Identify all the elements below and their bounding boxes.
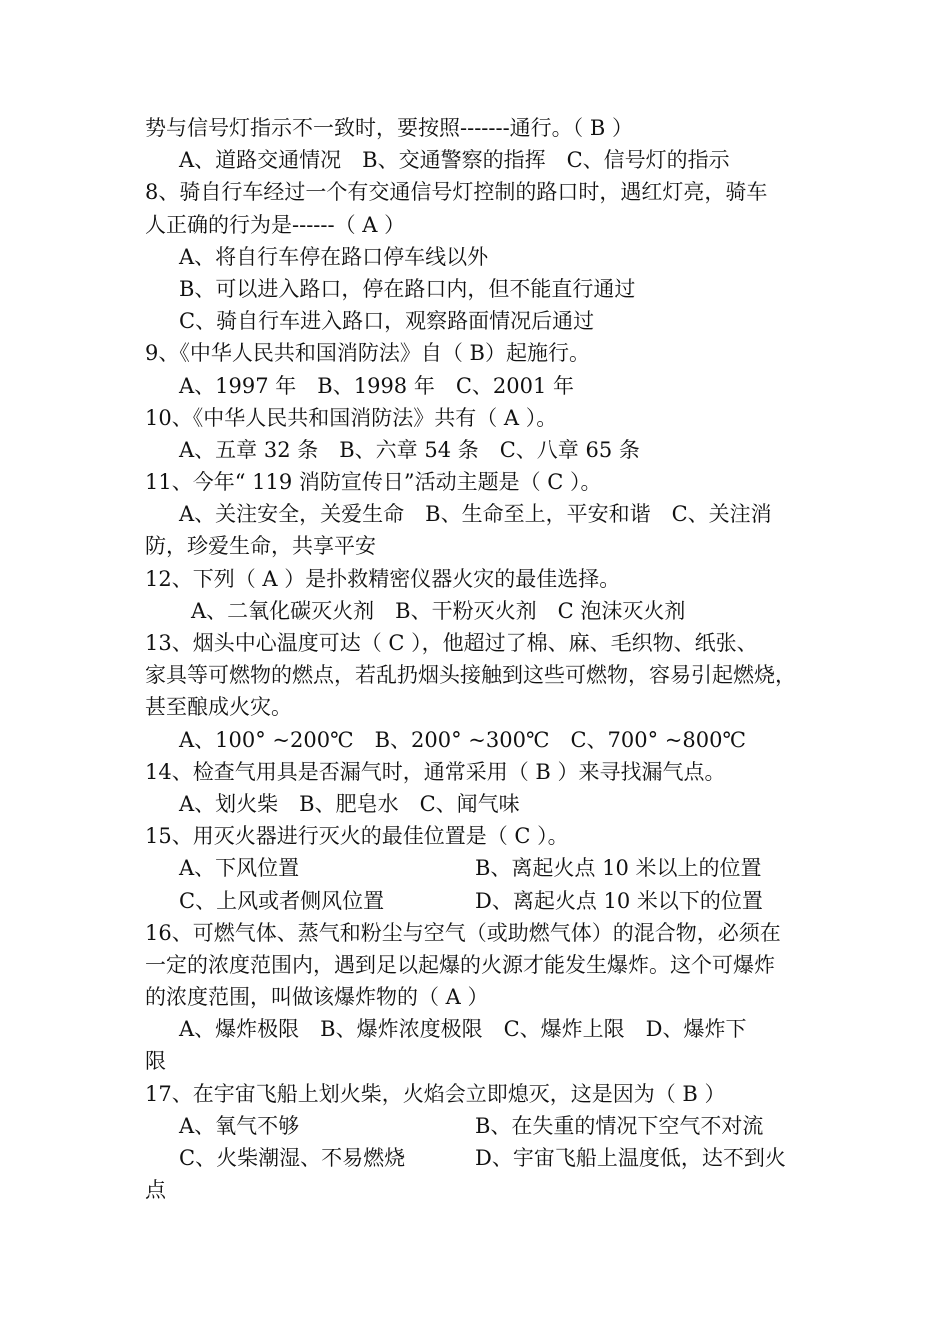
question-line: 甚至酿成火灾。: [145, 695, 292, 720]
option-line: 点: [145, 1178, 166, 1203]
question-line: 13、烟头中心温度可达（ C ），他超过了棉、麻、毛织物、纸张、: [145, 631, 758, 655]
option-b: B、在失重的情况下空气不对流: [475, 1113, 764, 1138]
option-d: D、宇宙飞船上温度低，达不到火: [475, 1146, 786, 1170]
option-line: 限: [145, 1049, 166, 1074]
question-line: 家具等可燃物的燃点，若乱扔烟头接触到这些可燃物，容易引起燃烧，: [145, 663, 796, 688]
option-line: A、关注安全，关爱生命 B、生命至上，平安和谐 C、关注消: [179, 502, 772, 527]
option-row: [145, 1110, 813, 1142]
question-line: 17、在宇宙飞船上划火柴，火焰会立即熄灭，这是因为（ B ）: [145, 1081, 726, 1106]
option-row: [145, 1142, 813, 1174]
question-line: 11、今年“ 119 消防宣传日”活动主题是（ C ）。: [145, 470, 602, 495]
option-row: [145, 885, 813, 917]
question-line: 16、可燃气体、蒸气和粉尘与空气（或助燃气体）的混合物，必须在: [145, 920, 781, 945]
option-line: A、划火柴 B、肥皂水 C、闻气味: [179, 791, 520, 816]
option-line: A、爆炸极限 B、爆炸浓度极限 C、爆炸上限 D、爆炸下: [179, 1017, 747, 1042]
option-a: A、下风位置: [179, 856, 300, 881]
option-line: A、1997 年 B、1998 年 C、2001 年: [179, 373, 575, 398]
option-line: A、将自行车停在路口停车线以外: [179, 244, 489, 269]
question-line: 人正确的行为是------（ A ）: [145, 212, 406, 237]
option-row: [145, 852, 813, 884]
option-a: A、氧气不够: [179, 1113, 300, 1138]
question-line: 15、用灭火器进行灭火的最佳位置是（ C ）。: [145, 824, 569, 849]
text-line: 势与信号灯指示不一致时，要按照-------通行。（ B ）: [145, 116, 633, 140]
option-line: B、可以进入路口，停在路口内，但不能直行通过: [179, 276, 636, 301]
option-line: A、二氧化碳灭火剂 B、干粉灭火剂 C 泡沫灭火剂: [191, 598, 686, 623]
option-line: 防，珍爱生命，共享平安: [145, 534, 376, 559]
document-page: [145, 112, 813, 1206]
question-line: 9、《中华人民共和国消防法》自（ B）起施行。: [145, 341, 590, 366]
question-line: 10、《中华人民共和国消防法》共有（ A ）。: [145, 405, 558, 430]
question-line: 14、检查气用具是否漏气时，通常采用（ B ）来寻找漏气点。: [145, 759, 726, 784]
option-line: A、五章 32 条 B、六章 54 条 C、八章 65 条: [179, 437, 640, 462]
option-line: C、骑自行车进入路口，观察路面情况后通过: [179, 309, 595, 334]
question-line: 12、下列（ A ）是扑救精密仪器火灾的最佳选择。: [145, 566, 621, 591]
option-line: A、100° ~200℃ B、200° ~300℃ C、700° ~800℃: [179, 727, 746, 752]
question-line: 一定的浓度范围内，遇到足以起爆的火源才能发生爆炸。这个可爆炸: [145, 952, 775, 977]
question-line: 8、骑自行车经过一个有交通信号灯控制的路口时，遇红灯亮，骑车: [145, 180, 768, 205]
option-b: B、离起火点 10 米以上的位置: [475, 856, 762, 881]
question-line: 的浓度范围，叫做该爆炸物的（ A ）: [145, 985, 489, 1010]
option-c: C、火柴潮湿、不易燃烧: [179, 1146, 406, 1170]
option-line: A、道路交通情况 B、交通警察的指挥 C、信号灯的指示: [179, 148, 730, 173]
option-d: D、离起火点 10 米以下的位置: [475, 888, 763, 913]
option-c: C、上风或者侧风位置: [179, 888, 385, 913]
